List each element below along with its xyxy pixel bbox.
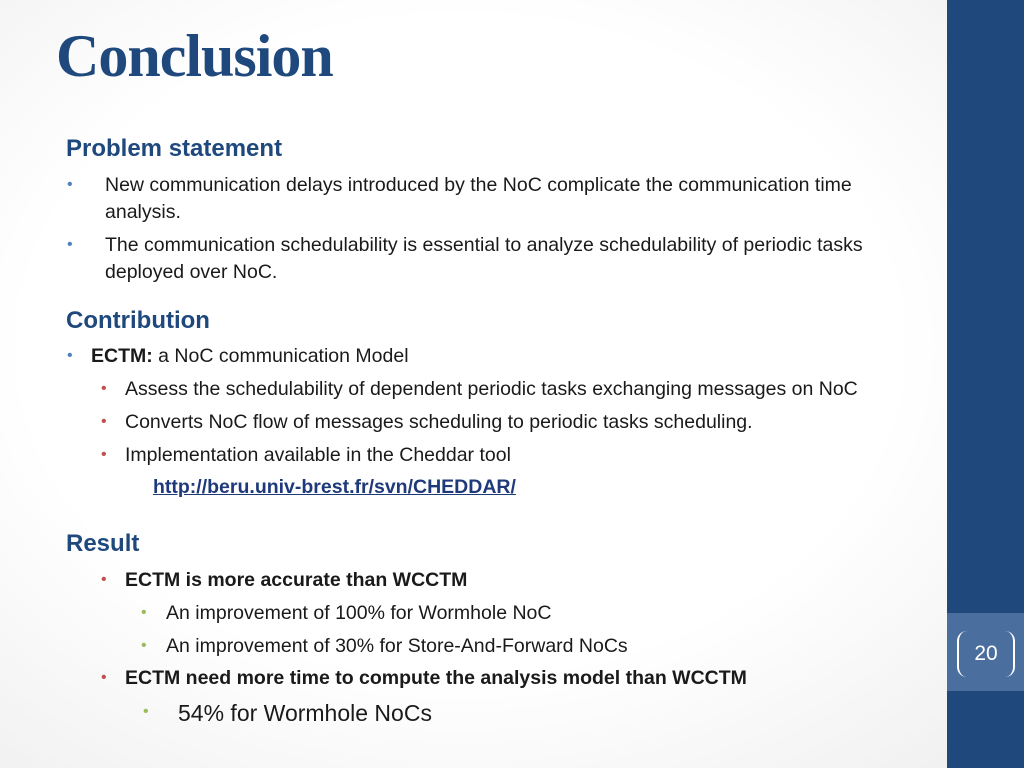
result-time: ECTM need more time to compute the analysis model than WCCTM <box>125 667 747 689</box>
result-heading: Result <box>66 530 140 557</box>
bullet-icon: • <box>143 703 149 720</box>
bullet-icon: • <box>67 176 73 193</box>
slide-number: 20 <box>974 642 998 665</box>
bullet-icon: • <box>67 347 73 364</box>
problem-item-2-line-2: deployed over NoC. <box>105 261 278 283</box>
result-accuracy-item-2: An improvement of 30% for Store-And-Forward NoCs <box>166 635 628 657</box>
bullet-icon: • <box>101 380 107 397</box>
contribution-sub-item-1: Assess the schedulability of dependent periodic tasks exchanging messages on NoC <box>125 378 858 400</box>
result-accuracy: ECTM is more accurate than WCCTM <box>125 569 468 591</box>
bullet-icon: • <box>101 669 107 686</box>
contribution-model-desc: a NoC communication Model <box>152 345 409 367</box>
bullet-icon: • <box>141 637 147 654</box>
bullet-icon: • <box>141 604 147 621</box>
bullet-icon: • <box>101 446 107 463</box>
problem-item-2-line-1: The communication schedulability is essential to analyze schedulability of periodic tasks <box>105 234 863 256</box>
result-accuracy-item-1: An improvement of 100% for Wormhole NoC <box>166 602 552 624</box>
contribution-sub-item-3: Implementation available in the Cheddar tool <box>125 444 511 466</box>
bullet-icon: • <box>67 236 73 253</box>
contribution-sub-item-2: Converts NoC flow of messages scheduling to periodic tasks scheduling. <box>125 411 753 433</box>
contribution-model <box>91 343 409 369</box>
contribution-heading: Contribution <box>66 307 210 334</box>
problem-heading: Problem statement <box>66 135 283 162</box>
contribution-model-name: ECTM: <box>91 345 153 367</box>
problem-item-1-line-2: analysis. <box>105 201 181 223</box>
bullet-icon: • <box>101 571 107 588</box>
slide-title: Conclusion <box>56 23 333 89</box>
result-time-item-1: 54% for Wormhole NoCs <box>178 700 432 726</box>
cheddar-link[interactable]: http://beru.univ-brest.fr/svn/CHEDDAR/ <box>153 476 516 498</box>
problem-item-1-line-1: New communication delays introduced by the NoC complicate the communication time <box>105 174 852 196</box>
bullet-icon: • <box>101 413 107 430</box>
